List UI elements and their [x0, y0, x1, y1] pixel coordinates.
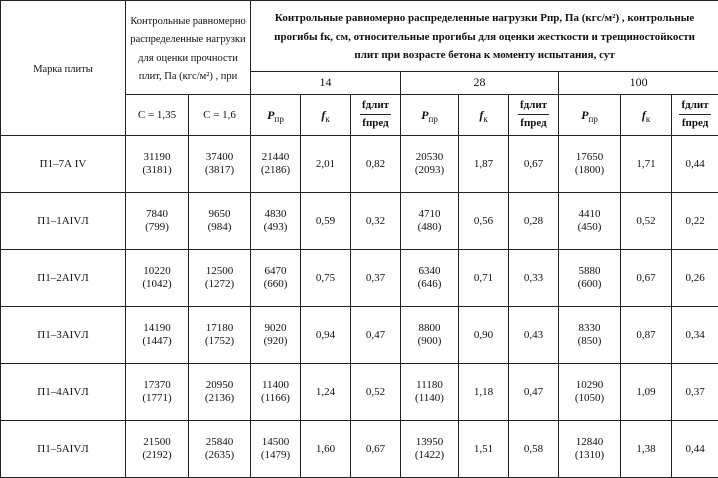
cell-p-14: 4830 (493) — [251, 193, 301, 250]
cell-ratio-14: 0,37 — [351, 250, 401, 307]
cell-c-1-35: 31190 (3181) — [126, 136, 189, 193]
cell-mark: П1–7А IV — [1, 136, 126, 193]
cell-c-1-6: 9650 (984) — [189, 193, 251, 250]
header-main: Контрольные равномерно распределенные нагрузки Pпр, Па (кгс/м²) , контрольные прогибы fк, см, относительные прогибы для оценки жесткости и трещиностойкости плит при возрасте бетона к моменту испытания, сут — [251, 1, 718, 72]
cell-ratio-100: 0,44 — [672, 136, 718, 193]
cell-f-28: 0,71 — [459, 250, 509, 307]
cell-ratio-14: 0,67 — [351, 421, 401, 478]
cell-ratio-14: 0,82 — [351, 136, 401, 193]
cell-ratio-28: 0,43 — [509, 307, 559, 364]
cell-c-1-6: 20950 (2136) — [189, 364, 251, 421]
cell-ratio-28: 0,28 — [509, 193, 559, 250]
table-row — [1, 364, 718, 421]
table-row — [1, 421, 718, 478]
cell-f-14: 2,01 — [301, 136, 351, 193]
cell-p-28: 6340 (646) — [401, 250, 459, 307]
header-age-100: 100 — [559, 72, 718, 95]
cell-ratio-28: 0,33 — [509, 250, 559, 307]
header-age-28: 28 — [401, 72, 559, 95]
cell-f-100: 1,38 — [621, 421, 672, 478]
cell-p-100: 17650 (1800) — [559, 136, 621, 193]
header-p-100: $P_{пр}$ — [559, 95, 621, 136]
cell-c-1-35: 10220 (1042) — [126, 250, 189, 307]
cell-ratio-100: 0,37 — [672, 364, 718, 421]
cell-p-100: 12840 (1310) — [559, 421, 621, 478]
cell-p-100: 10290 (1050) — [559, 364, 621, 421]
cell-c-1-35: 7840 (799) — [126, 193, 189, 250]
header-p-28: $P_{пр}$ — [401, 95, 459, 136]
cell-f-14: 0,75 — [301, 250, 351, 307]
cell-ratio-14: 0,47 — [351, 307, 401, 364]
cell-f-14: 1,60 — [301, 421, 351, 478]
cell-ratio-14: 0,52 — [351, 364, 401, 421]
cell-ratio-28: 0,67 — [509, 136, 559, 193]
header-c-1-35: C = 1,35 — [126, 95, 189, 136]
cell-p-14: 14500 (1479) — [251, 421, 301, 478]
cell-c-1-6: 12500 (1272) — [189, 250, 251, 307]
cell-mark: П1–5АIVЛ — [1, 421, 126, 478]
cell-ratio-28: 0,47 — [509, 364, 559, 421]
cell-mark: П1–2АIVЛ — [1, 250, 126, 307]
cell-ratio-100: 0,44 — [672, 421, 718, 478]
table-row — [1, 136, 718, 193]
cell-p-100: 4410 (450) — [559, 193, 621, 250]
cell-c-1-6: 17180 (1752) — [189, 307, 251, 364]
cell-p-28: 13950 (1422) — [401, 421, 459, 478]
header-f-28: $f_к$ — [459, 95, 509, 136]
table-row — [1, 250, 718, 307]
cell-p-100: 5880 (600) — [559, 250, 621, 307]
table-row — [1, 193, 718, 250]
header-age-14: 14 — [251, 72, 401, 95]
cell-f-14: 1,24 — [301, 364, 351, 421]
header-c-1-6: C = 1,6 — [189, 95, 251, 136]
table-body — [1, 136, 718, 478]
cell-f-100: 0,87 — [621, 307, 672, 364]
header-f-100: $f_к$ — [621, 95, 672, 136]
cell-f-100: 1,09 — [621, 364, 672, 421]
cell-f-28: 0,90 — [459, 307, 509, 364]
cell-c-1-35: 17370 (1771) — [126, 364, 189, 421]
header-f-14: $f_к$ — [301, 95, 351, 136]
cell-mark: П1–3АIVЛ — [1, 307, 126, 364]
cell-p-28: 8800 (900) — [401, 307, 459, 364]
cell-c-1-35: 14190 (1447) — [126, 307, 189, 364]
cell-f-28: 1,51 — [459, 421, 509, 478]
cell-p-28: 20530 (2093) — [401, 136, 459, 193]
cell-f-14: 0,94 — [301, 307, 351, 364]
cell-p-14: 9020 (920) — [251, 307, 301, 364]
cell-f-100: 0,67 — [621, 250, 672, 307]
cell-p-28: 4710 (480) — [401, 193, 459, 250]
cell-f-100: 0,52 — [621, 193, 672, 250]
cell-f-28: 1,87 — [459, 136, 509, 193]
cell-ratio-14: 0,32 — [351, 193, 401, 250]
header-ratio-28: $\frac{\text{fдлит}}{\text{fпред}}$ — [509, 95, 559, 136]
cell-ratio-100: 0,22 — [672, 193, 718, 250]
cell-f-14: 0,59 — [301, 193, 351, 250]
cell-p-14: 11400 (1166) — [251, 364, 301, 421]
cell-f-28: 1,18 — [459, 364, 509, 421]
cell-ratio-28: 0,58 — [509, 421, 559, 478]
cell-p-14: 21440 (2186) — [251, 136, 301, 193]
cell-mark: П1–4АIVЛ — [1, 364, 126, 421]
cell-ratio-100: 0,34 — [672, 307, 718, 364]
cell-f-28: 0,56 — [459, 193, 509, 250]
cell-f-100: 1,71 — [621, 136, 672, 193]
cell-p-28: 11180 (1140) — [401, 364, 459, 421]
cell-p-14: 6470 (660) — [251, 250, 301, 307]
cell-mark: П1–1АIVЛ — [1, 193, 126, 250]
header-p-14: $P_{пр}$ — [251, 95, 301, 136]
header-mark: Марка плиты — [1, 1, 126, 136]
cell-c-1-35: 21500 (2192) — [126, 421, 189, 478]
header-ratio-14: $\frac{\text{fдлит}}{\text{fпред}}$ — [351, 95, 401, 136]
header-ratio-100: $\frac{\text{fдлит}}{\text{fпред}}$ — [672, 95, 718, 136]
cell-c-1-6: 37400 (3817) — [189, 136, 251, 193]
cell-c-1-6: 25840 (2635) — [189, 421, 251, 478]
table-row — [1, 307, 718, 364]
header-strength: Контрольные равномерно распределенные нагрузки для оценки прочности плит, Па (кгс/м²) , при — [126, 1, 251, 95]
cell-p-100: 8330 (850) — [559, 307, 621, 364]
cell-ratio-100: 0,26 — [672, 250, 718, 307]
